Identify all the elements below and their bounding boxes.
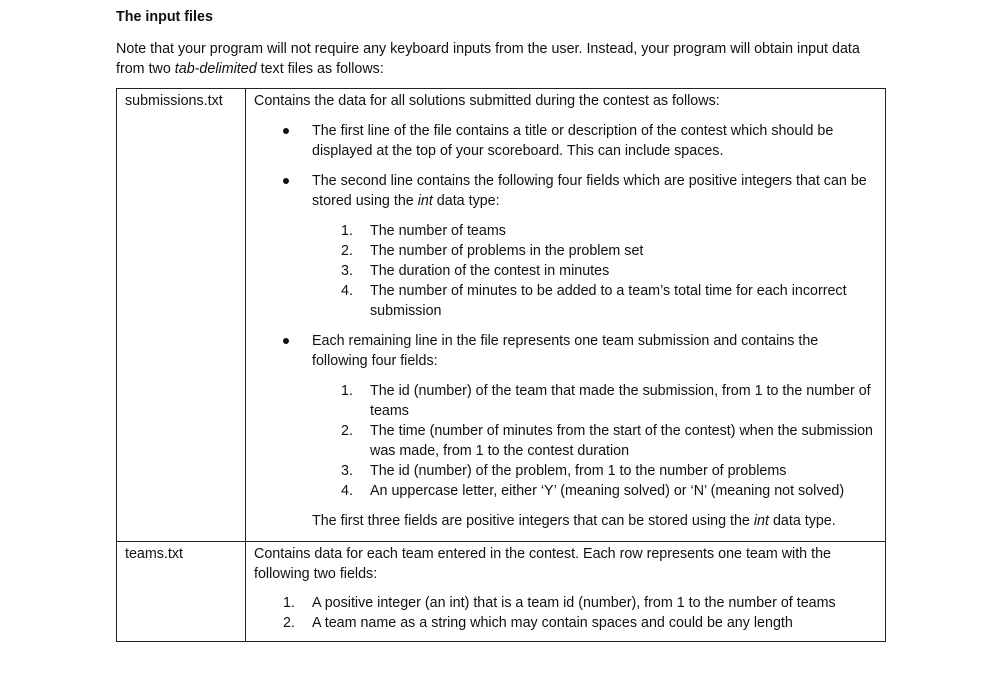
numbered-item	[312, 241, 877, 261]
numbered-item	[312, 421, 877, 461]
item-text: A team name as a string which may contain spaces and could be any length	[312, 615, 793, 631]
bullet-dot-icon	[283, 128, 289, 134]
intro-text-end: text files as follows:	[256, 61, 384, 77]
document-page	[116, 6, 888, 642]
numbered-item	[312, 381, 877, 421]
item-number: 3.	[341, 263, 353, 279]
bullet-text-end: data type:	[432, 193, 500, 209]
numbered-item	[312, 481, 877, 501]
item-text: The id (number) of the problem, from 1 to the number of problems	[370, 463, 787, 479]
intro-text-start: Note that your program will not require any keyboard inputs from the user. Instead, your program will obtain input data from two	[116, 41, 860, 77]
item-number: 1.	[341, 383, 353, 399]
item-text: The number of minutes to be added to a team’s total time for each incorrect submission	[370, 283, 847, 319]
item-text: The id (number) of the team that made the submission, from 1 to the number of teams	[370, 383, 871, 419]
item-number: 2.	[341, 423, 353, 439]
item-text: The duration of the contest in minutes	[370, 263, 610, 279]
numbered-item	[254, 613, 877, 633]
bullet-item	[254, 171, 877, 321]
bullet-text: Each remaining line in the file represents one team submission and contains the following four fields:	[312, 333, 819, 369]
description-cell-submissions	[246, 89, 886, 542]
numbered-list	[312, 221, 877, 321]
bullet-dot-icon	[283, 338, 289, 344]
item-text: The number of problems in the problem set	[370, 243, 644, 259]
filename-cell-teams: teams.txt	[117, 542, 246, 642]
note-emphasis: int	[753, 513, 769, 529]
item-number: 4.	[341, 483, 353, 499]
numbered-list	[312, 381, 877, 501]
item-text: A positive integer (an int) that is a team id (number), from 1 to the number of teams	[312, 595, 836, 611]
table-row-teams	[117, 542, 886, 642]
item-text: An uppercase letter, either ‘Y’ (meaning solved) or ‘N’ (meaning not solved)	[370, 483, 845, 499]
table-row-submissions	[117, 89, 886, 542]
numbered-item	[312, 281, 877, 321]
section-heading: The input files	[116, 9, 213, 25]
bullet-dot-icon	[283, 178, 289, 184]
bullet-item	[254, 121, 877, 161]
bullet-text-start: The second line contains the following four fields which are positive integers that can be stored using the	[312, 173, 867, 209]
numbered-item	[312, 461, 877, 481]
submissions-bullet-list	[254, 121, 877, 501]
item-number: 2.	[341, 243, 353, 259]
bullet-text: The first line of the file contains a title or description of the contest which should be displayed at the top of your scoreboard. This can include spaces.	[312, 123, 834, 159]
filename-cell-submissions: submissions.txt	[117, 89, 246, 542]
item-number: 1.	[341, 223, 353, 239]
numbered-item	[312, 221, 877, 241]
intro-emphasis: tab-delimited	[174, 61, 257, 77]
item-number: 1.	[283, 595, 295, 611]
item-text: The number of teams	[370, 223, 506, 239]
teams-numbered-list	[254, 593, 877, 633]
item-number: 4.	[341, 283, 353, 299]
fields-type-note	[312, 511, 877, 531]
numbered-item	[312, 261, 877, 281]
note-text-start: The first three fields are positive integers that can be stored using the	[312, 513, 754, 529]
intro-paragraph	[116, 39, 888, 79]
teams-lead: Contains data for each team entered in the contest. Each row represents one team with the following two fields:	[254, 546, 831, 582]
bullet-emphasis: int	[417, 193, 433, 209]
submissions-lead: Contains the data for all solutions submitted during the contest as follows:	[254, 93, 720, 109]
numbered-item	[254, 593, 877, 613]
item-number: 2.	[283, 615, 295, 631]
item-text: The time (number of minutes from the start of the contest) when the submission was made, from 1 to the contest duration	[370, 423, 873, 459]
note-text-end: data type.	[768, 513, 836, 529]
bullet-item	[254, 331, 877, 501]
item-number: 3.	[341, 463, 353, 479]
description-cell-teams	[246, 542, 886, 642]
input-files-table	[116, 88, 886, 642]
